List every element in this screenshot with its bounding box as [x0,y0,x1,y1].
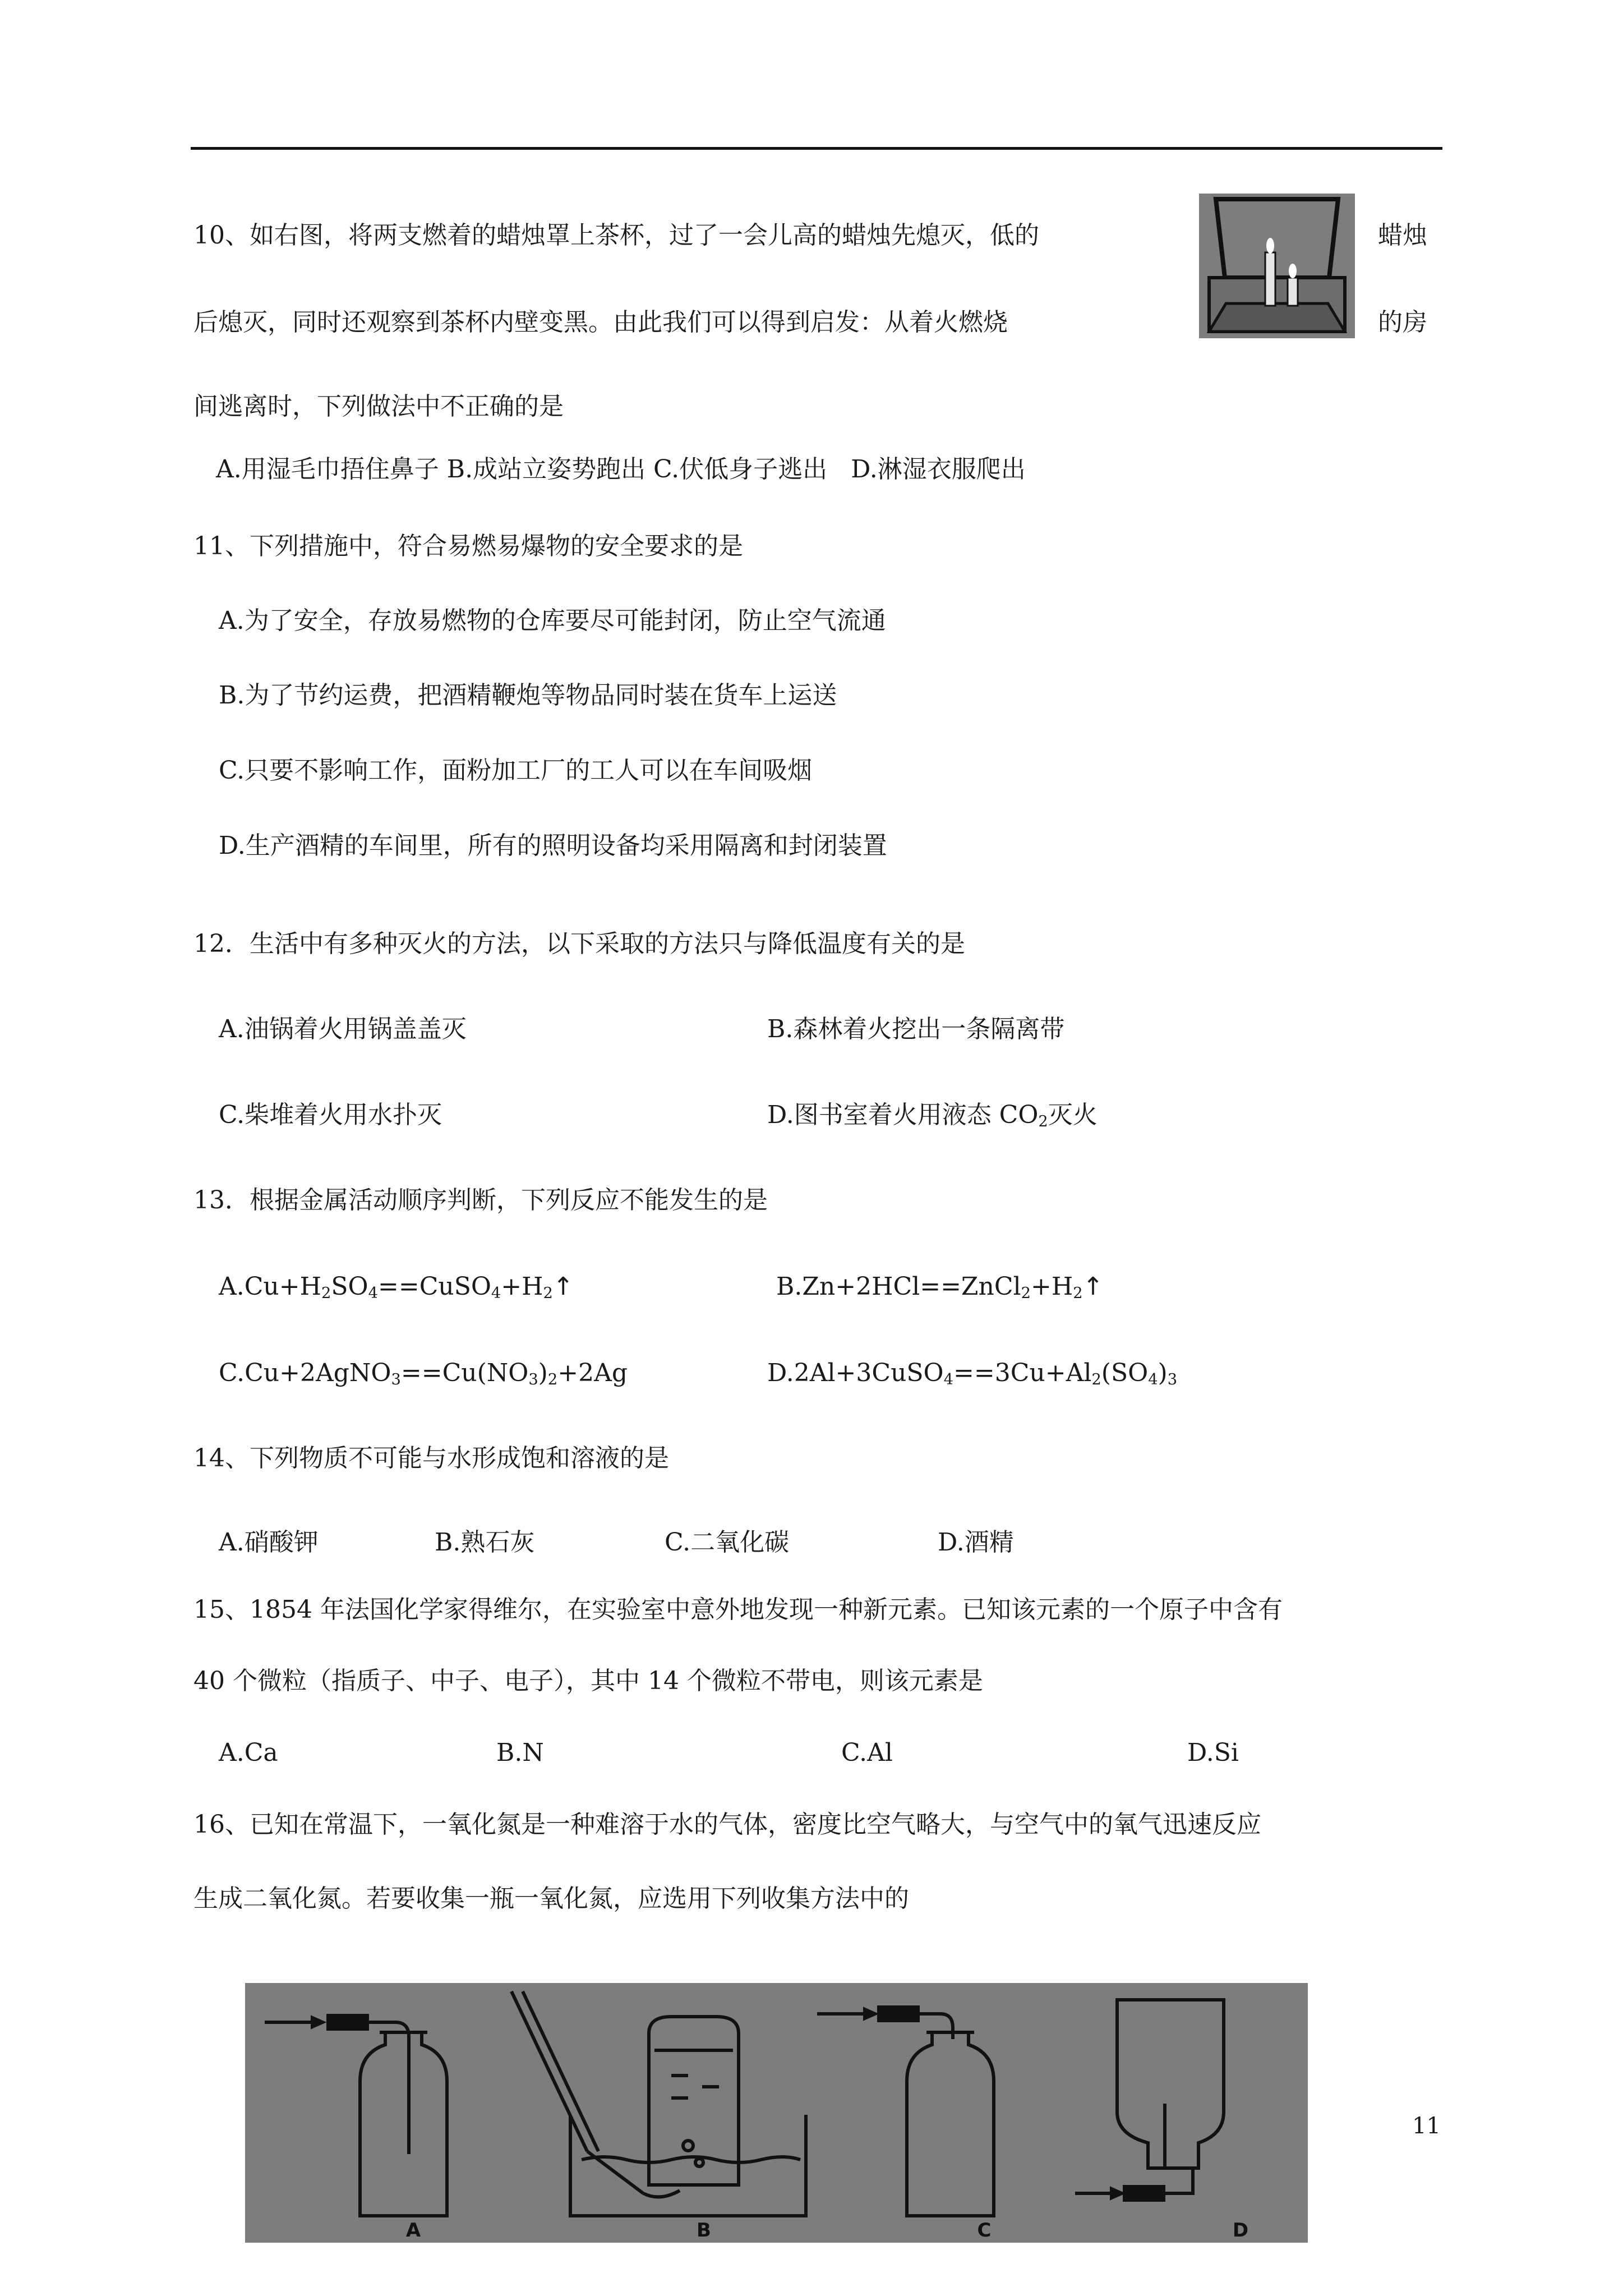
q14-option-a: A.硝酸钾 [219,1528,319,1557]
q15-line2: 40 个微粒（指质子、中子、电子），其中 14 个微粒不带电，则该元素是 [193,1667,983,1695]
q13-option-c: $C.Cu+2AgNO_3==Cu(NO_3)_2+2Ag$ [219,1359,628,1388]
figure-label-b: B [697,2219,711,2242]
q15-option-b: B.N [496,1738,544,1767]
gas-arrow-icon: ↑ [552,1272,574,1301]
q14-stem: 14、下列物质不可能与水形成饱和溶液的是 [193,1444,669,1473]
q14-option-b: B.熟石灰 [435,1528,535,1557]
q14-option-d: D.酒精 [938,1528,1014,1557]
gas-collection-figure [245,1983,1308,2243]
figure-label-d: D [1232,2219,1249,2242]
q10-line1: 10、如右图，将两支燃着的蜡烛罩上茶杯，过了一会儿高的蜡烛先熄灭，低的 [193,221,1039,250]
q12-option-c: C.柴堆着火用水扑灭 [219,1101,442,1129]
q13-option-d: $D.2Al+3CuSO_4==3Cu+Al_2(SO_4)_3$ [767,1359,1178,1388]
page-number: 11 [1412,2113,1441,2139]
q13-option-a: $A.Cu+H_2SO_4==CuSO_4+H_2↑$ [219,1272,574,1302]
figure-label-a: A [405,2219,421,2242]
q11-option-d: D.生产酒精的车间里，所有的照明设备均采用隔离和封闭装置 [219,831,887,860]
gas-arrow-icon: ↑ [1082,1272,1104,1301]
header-rule [191,147,1442,150]
q10-line1-end: 蜡烛 [1378,221,1427,250]
q16-line2: 生成二氧化氮。若要收集一瓶一氧化氮，应选用下列收集方法中的 [193,1884,909,1913]
q15-option-d: D.Si [1187,1738,1239,1767]
q16-line1: 16、已知在常温下，一氧化氮是一种难溶于水的气体，密度比空气略大，与空气中的氧气迅速反应 [193,1810,1261,1839]
figure-label-c: C [977,2219,992,2242]
q13-stem: 13．根据金属活动顺序判断，下列反应不能发生的是 [193,1186,768,1214]
q10-line2: 后熄灭，同时还观察到茶杯内壁变黑。由此我们可以得到启发：从着火燃烧 [193,308,1008,337]
q11-option-c: C.只要不影响工作，面粉加工厂的工人可以在车间吸烟 [219,756,813,785]
q15-option-a: A.Ca [219,1738,278,1767]
q11-option-a: A.为了安全，存放易燃物的仓库要尽可能封闭，防止空气流通 [219,606,886,635]
q12-option-d: D.图书室着火用液态 $CO_2$灭火 [767,1101,1098,1130]
q12-option-a: A.油锅着火用锅盖盖灭 [219,1015,467,1043]
q10-line3: 间逃离时，下列做法中不正确的是 [193,392,564,421]
q14-option-c: C.二氧化碳 [665,1528,790,1557]
candle-cup-figure [1199,194,1355,338]
q13-option-b: $B.Zn+2HCl==ZnCl_2+H_2↑$ [776,1272,1104,1302]
q10-line2-end: 的房 [1378,308,1427,337]
q15-option-c: C.Al [841,1738,893,1767]
q12-option-b: B.森林着火挖出一条隔离带 [767,1015,1065,1043]
q15-line1: 15、1854 年法国化学家得维尔，在实验室中意外地发现一种新元素。已知该元素的一个原子中含有 [193,1595,1283,1624]
q11-stem: 11、下列措施中，符合易燃易爆物的安全要求的是 [193,532,743,560]
q10-options: A.用湿毛巾捂住鼻子 B.成站立姿势跑出 C.伏低身子逃出 D.淋湿衣服爬出 [216,455,1026,484]
q12-stem: 12．生活中有多种灭火的方法，以下采取的方法只与降低温度有关的是 [193,930,965,958]
q11-option-b: B.为了节约运费，把酒精鞭炮等物品同时装在货车上运送 [219,681,837,710]
